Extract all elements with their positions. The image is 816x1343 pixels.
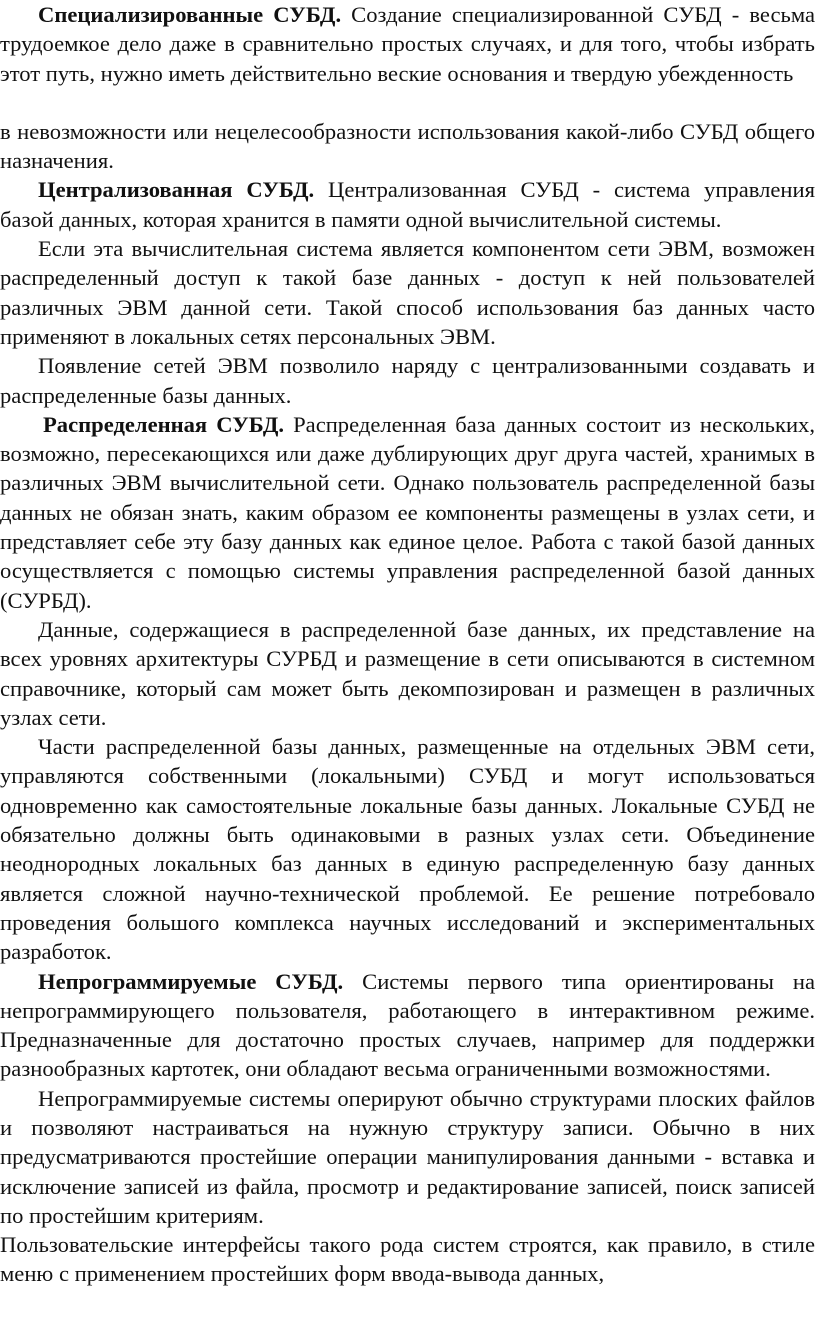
paragraph-user-interfaces [0, 1230, 815, 1289]
paragraph-text: Централизованная СУБД - система управления базой данных, которая хранится в памяти одной вычислительной системы. [0, 177, 815, 232]
term-centralized-dbms: Централизованная СУБД. [38, 177, 315, 203]
paragraph-text: Если эта вычислительная система является компонентом сети ЭВМ, возможен распределенный доступ к такой базе данных - доступ к ней пользователей различных ЭВМ данной сети. Такой способ использования баз данных часто применяют в локальных сетях персональных ЭВМ. [0, 236, 815, 349]
paragraph-continuation [0, 117, 815, 176]
paragraph-text: Части распределенной базы данных, размещенные на отдельных ЭВМ сети, управляются собственными (локальными) СУБД и могут использоваться одновременно как самостоятельные локальные базы данных. Локальные СУБД не обязательно должны быть одинаковыми в разных узлах сети. Объединение неоднородных локальных баз данных в единую распределенную базу данных является сложной научно-технической проблемой. Ее решение потребовало проведения большого комплекса научных исследований и экспериментальных разработок. [0, 734, 815, 965]
paragraph-local-dbms [0, 732, 815, 966]
paragraph-text: Распределенная база данных состоит из нескольких, возможно, пересекающихся или даже дублирующих друг друга частей, хранимых в различных ЭВМ вычислительной сети. Однако пользователь распределенной базы данных не обязан знать, каким образом ее компоненты размещены в узлах сети, и представляет себе эту базу данных как единое целое. Работа с такой базой данных осуществляется с помощью системы управления распределенной базой данных (СУРБД). [0, 411, 815, 613]
paragraph-specialized-dbms [0, 0, 815, 88]
paragraph-text: Непрограммируемые системы оперируют обычно структурами плоских файлов и позволяют настраиваться на нужную структуру записи. Обычно в них предусматриваются простейшие операции манипулирования данными - вставка и исключение записей из файла, просмотр и редактирование записей, поиск записей по простейшим критериям. [0, 1085, 815, 1228]
term-distributed-dbms: Распределенная СУБД. [43, 411, 285, 437]
paragraph-distributed-dbms [0, 410, 815, 615]
term-specialized-dbms: Специализированные СУБД. [38, 2, 342, 27]
paragraph-text: Пользовательские интерфейсы такого рода систем строятся, как правило, в стиле меню с применением простейших форм ввода-вывода данных, [0, 1232, 815, 1287]
paragraph-text: Системы первого типа ориентированы на непрограммирующего пользователя, работающего в интерактивном режиме. Предназначенные для достаточно простых случаев, например для поддержки разнообразных картотек, они обладают весьма ограниченными возможностями. [0, 968, 815, 1082]
paragraph-flat-files [0, 1084, 815, 1230]
term-nonprogrammable-dbms: Непрограммируемые СУБД. [38, 968, 344, 994]
paragraph-text: в невозможности или нецелесообразности использования какой-либо СУБД общего назначения. [0, 118, 815, 174]
paragraph-text: Создание специализированной СУБД - весьма трудоемкое дело даже в сравнительно простых случаях, и для того, чтобы избрать этот путь, нужно иметь действительно веские основания и твердую убежденность [0, 2, 815, 86]
paragraph-centralized-dbms [0, 175, 815, 234]
paragraph-text: Появление сетей ЭВМ позволило наряду с централизованными создавать и распределенные базы данных. [0, 353, 815, 408]
paragraph-text: Данные, содержащиеся в распределенной базе данных, их представление на всех уровнях архитектуры СУРБД и размещение в сети описываются в системном справочнике, который сам может быть декомпозирован и размещен в различных узлах сети. [0, 616, 815, 730]
paragraph-nonprogrammable-dbms [0, 967, 815, 1084]
paragraph-networks-appearance [0, 351, 815, 410]
paragraph-network-access [0, 234, 815, 351]
paragraph-system-directory [0, 615, 815, 732]
